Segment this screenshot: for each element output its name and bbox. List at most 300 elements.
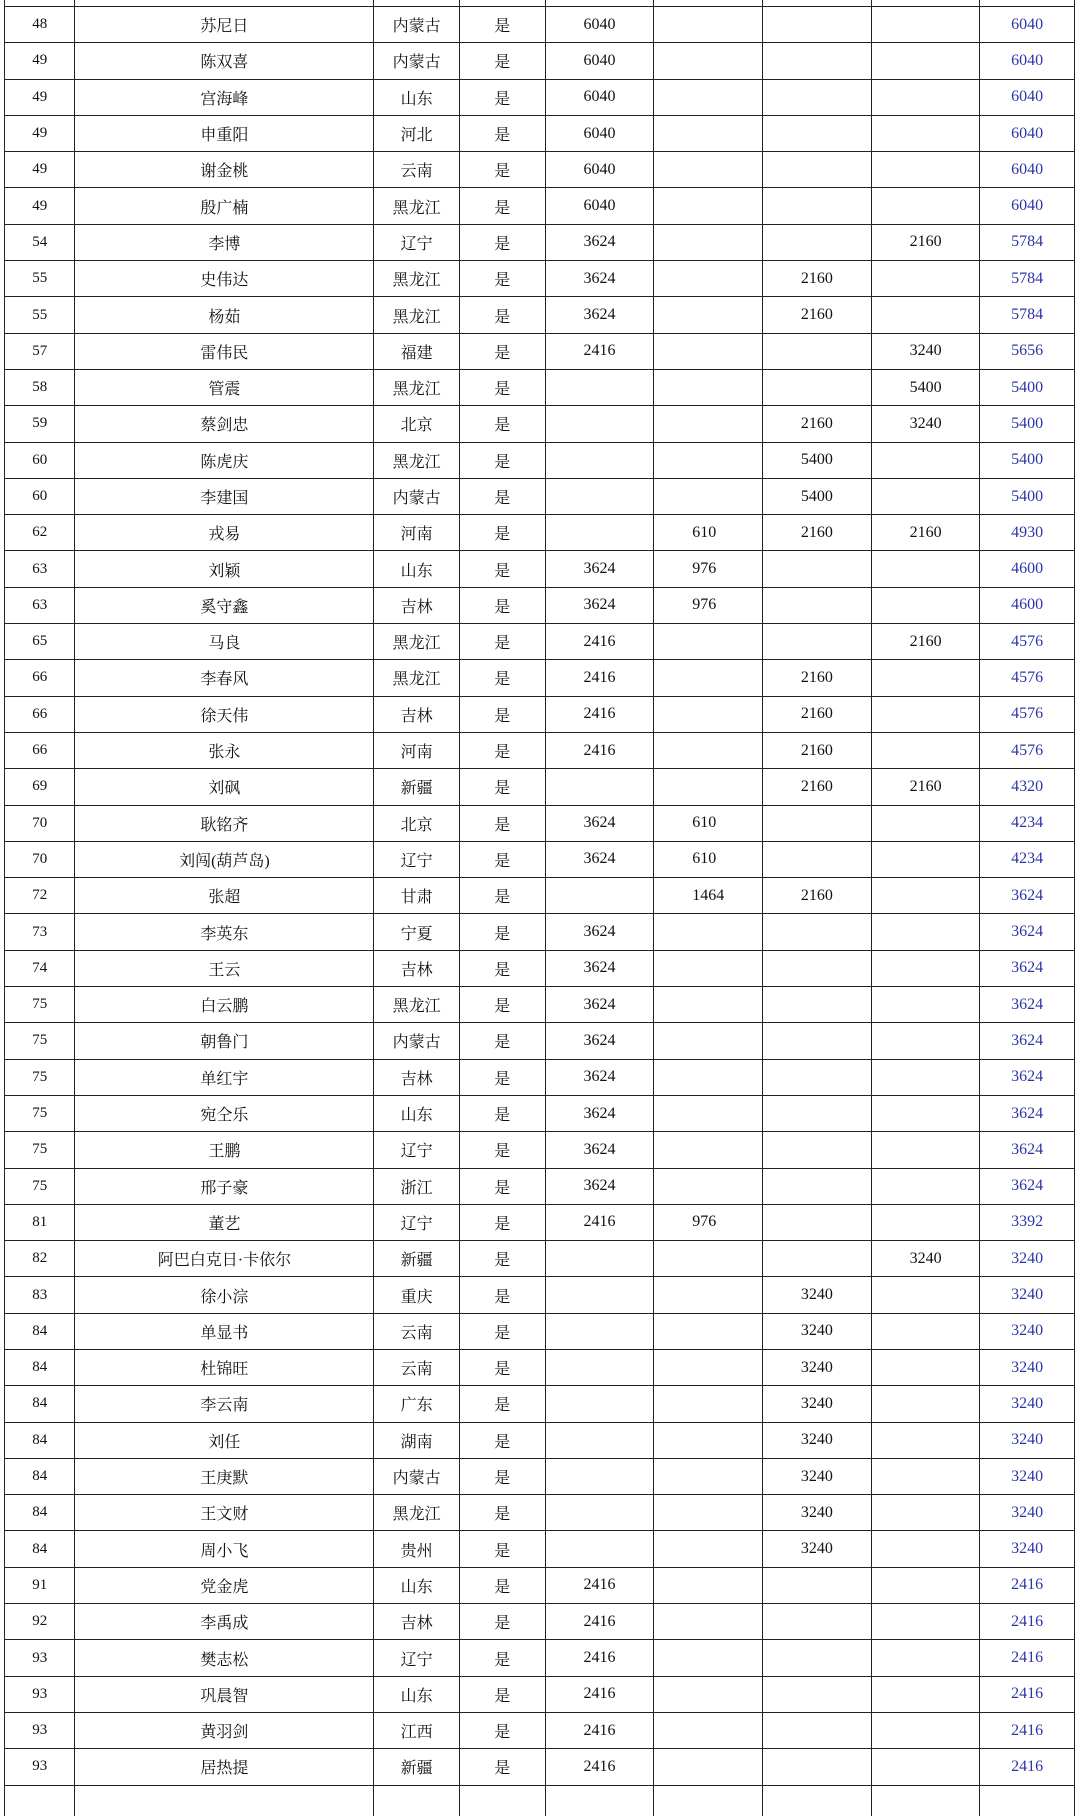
score-1-cell	[545, 406, 654, 442]
name-cell: 党金虎	[75, 1567, 374, 1603]
province-cell: 吉林	[374, 1604, 460, 1640]
score-4-cell	[871, 1640, 980, 1676]
score-1-cell: 2416	[545, 696, 654, 732]
province-cell: 云南	[374, 1349, 460, 1385]
score-3-cell	[762, 1241, 871, 1277]
score-1-cell: 3624	[545, 1095, 654, 1131]
table-row	[5, 297, 1075, 333]
flag-cell: 是	[459, 551, 545, 587]
table-row	[5, 152, 1075, 188]
total-cell: 6040	[980, 188, 1075, 224]
score-1-cell: 6040	[545, 79, 654, 115]
score-1-cell: 3624	[545, 987, 654, 1023]
rank-cell: 70	[5, 841, 75, 877]
score-1-cell	[545, 1241, 654, 1277]
name-cell: 殷广楠	[75, 188, 374, 224]
rank-cell: 69	[5, 769, 75, 805]
province-cell: 新疆	[374, 1241, 460, 1277]
score-4-cell	[871, 297, 980, 333]
flag-cell: 是	[459, 841, 545, 877]
name-cell: 陈虎庆	[75, 442, 374, 478]
province-cell: 广东	[374, 1386, 460, 1422]
province-cell: 辽宁	[374, 1132, 460, 1168]
total-cell: 3624	[980, 1168, 1075, 1204]
rank-cell: 75	[5, 1023, 75, 1059]
table-row	[5, 1132, 1075, 1168]
score-4-cell	[871, 1023, 980, 1059]
score-1-cell: 3624	[545, 1168, 654, 1204]
score-1-cell: 6040	[545, 152, 654, 188]
province-cell: 北京	[374, 406, 460, 442]
total-cell: 2416	[980, 1640, 1075, 1676]
score-3-cell: 2160	[762, 696, 871, 732]
score-1-cell: 2416	[545, 1640, 654, 1676]
rank-cell: 74	[5, 950, 75, 986]
flag-cell: 是	[459, 1059, 545, 1095]
score-2-cell	[654, 115, 763, 151]
score-2-cell	[654, 1640, 763, 1676]
province-cell: 湖南	[374, 1422, 460, 1458]
score-1-cell: 3624	[545, 1059, 654, 1095]
rank-cell: 81	[5, 1204, 75, 1240]
rank-cell: 75	[5, 1132, 75, 1168]
name-cell: 李禹成	[75, 1604, 374, 1640]
total-cell: 4930	[980, 515, 1075, 551]
name-cell: 王鹏	[75, 1132, 374, 1168]
province-cell: 内蒙古	[374, 43, 460, 79]
province-cell: 黑龙江	[374, 987, 460, 1023]
rank-cell: 59	[5, 406, 75, 442]
score-2-cell	[654, 1277, 763, 1313]
score-2-cell	[654, 1241, 763, 1277]
table-row	[5, 79, 1075, 115]
province-cell: 内蒙古	[374, 7, 460, 43]
flag-cell: 是	[459, 1204, 545, 1240]
flag-cell: 是	[459, 1386, 545, 1422]
score-4-cell	[871, 1132, 980, 1168]
score-4-cell	[871, 1349, 980, 1385]
total-cell: 4600	[980, 587, 1075, 623]
flag-cell: 是	[459, 43, 545, 79]
name-cell: 王文财	[75, 1495, 374, 1531]
total-cell: 4576	[980, 624, 1075, 660]
province-cell: 河南	[374, 515, 460, 551]
score-1-cell: 2416	[545, 1204, 654, 1240]
score-1-cell: 3624	[545, 805, 654, 841]
province-cell: 内蒙古	[374, 1458, 460, 1494]
name-cell: 谢金桃	[75, 152, 374, 188]
province-cell: 吉林	[374, 696, 460, 732]
table-row	[5, 1095, 1075, 1131]
score-3-cell: 3240	[762, 1422, 871, 1458]
score-1-cell	[545, 1313, 654, 1349]
rank-cell: 54	[5, 224, 75, 260]
score-1-cell: 3624	[545, 587, 654, 623]
score-3-cell	[762, 115, 871, 151]
total-cell: 3240	[980, 1313, 1075, 1349]
rank-cell: 75	[5, 1095, 75, 1131]
score-2-cell	[654, 1531, 763, 1567]
score-2-cell	[654, 43, 763, 79]
score-4-cell	[871, 551, 980, 587]
name-cell: 徐小淙	[75, 1277, 374, 1313]
score-3-cell	[762, 950, 871, 986]
score-1-cell	[545, 769, 654, 805]
score-3-cell	[762, 43, 871, 79]
score-2-cell	[654, 333, 763, 369]
flag-cell: 是	[459, 732, 545, 768]
score-4-cell	[871, 115, 980, 151]
table-row	[5, 696, 1075, 732]
flag-cell: 是	[459, 369, 545, 405]
score-4-cell	[871, 7, 980, 43]
score-2-cell	[654, 660, 763, 696]
province-cell: 吉林	[374, 1059, 460, 1095]
flag-cell: 是	[459, 1132, 545, 1168]
score-3-cell: 2160	[762, 406, 871, 442]
flag-cell: 是	[459, 624, 545, 660]
score-3-cell: 3240	[762, 1495, 871, 1531]
rank-cell: 60	[5, 442, 75, 478]
total-cell: 5400	[980, 478, 1075, 514]
score-2-cell: 610	[654, 805, 763, 841]
table-row	[5, 1640, 1075, 1676]
flag-cell: 是	[459, 1749, 545, 1785]
flag-cell: 是	[459, 1567, 545, 1603]
rank-cell: 84	[5, 1458, 75, 1494]
province-cell: 黑龙江	[374, 624, 460, 660]
score-2-cell	[654, 624, 763, 660]
score-1-cell: 2416	[545, 1712, 654, 1748]
rank-cell: 93	[5, 1676, 75, 1712]
score-4-cell	[871, 1095, 980, 1131]
score-2-cell	[654, 1567, 763, 1603]
flag-cell: 是	[459, 188, 545, 224]
score-1-cell: 3624	[545, 297, 654, 333]
score-4-cell	[871, 878, 980, 914]
province-cell: 新疆	[374, 1749, 460, 1785]
score-3-cell	[762, 914, 871, 950]
table-row	[5, 406, 1075, 442]
name-cell: 刘颖	[75, 551, 374, 587]
total-cell: 3624	[980, 878, 1075, 914]
province-cell: 河南	[374, 732, 460, 768]
name-cell: 黄羽剑	[75, 1712, 374, 1748]
score-2-cell	[654, 987, 763, 1023]
province-cell: 黑龙江	[374, 1495, 460, 1531]
score-4-cell	[871, 1604, 980, 1640]
table-row	[5, 1495, 1075, 1531]
rank-cell: 83	[5, 1277, 75, 1313]
province-cell: 宁夏	[374, 914, 460, 950]
flag-cell: 是	[459, 1531, 545, 1567]
score-2-cell	[654, 1422, 763, 1458]
total-cell: 5784	[980, 261, 1075, 297]
rank-cell: 84	[5, 1386, 75, 1422]
name-cell: 李云南	[75, 1386, 374, 1422]
table-row	[5, 188, 1075, 224]
score-3-cell: 2160	[762, 660, 871, 696]
rank-cell: 63	[5, 587, 75, 623]
flag-cell: 是	[459, 805, 545, 841]
province-cell: 山东	[374, 551, 460, 587]
score-3-cell: 5400	[762, 442, 871, 478]
province-cell: 内蒙古	[374, 478, 460, 514]
table-row	[5, 732, 1075, 768]
name-cell: 宛仝乐	[75, 1095, 374, 1131]
table-row	[5, 1604, 1075, 1640]
flag-cell: 是	[459, 914, 545, 950]
rank-cell: 72	[5, 878, 75, 914]
score-3-cell: 3240	[762, 1277, 871, 1313]
name-cell: 史伟达	[75, 261, 374, 297]
total-cell: 5400	[980, 406, 1075, 442]
score-2-cell	[654, 1712, 763, 1748]
score-1-cell	[545, 1349, 654, 1385]
score-3-cell	[762, 369, 871, 405]
total-cell: 3240	[980, 1277, 1075, 1313]
flag-cell: 是	[459, 878, 545, 914]
rank-cell: 49	[5, 43, 75, 79]
score-3-cell: 2160	[762, 297, 871, 333]
total-cell: 6040	[980, 7, 1075, 43]
score-1-cell: 3624	[545, 1132, 654, 1168]
score-1-cell: 3624	[545, 950, 654, 986]
score-1-cell: 2416	[545, 1749, 654, 1785]
name-cell: 邢子豪	[75, 1168, 374, 1204]
score-1-cell: 3624	[545, 551, 654, 587]
rank-cell: 49	[5, 188, 75, 224]
province-cell: 辽宁	[374, 224, 460, 260]
table-row	[5, 1422, 1075, 1458]
score-3-cell: 3240	[762, 1386, 871, 1422]
score-3-cell: 3240	[762, 1531, 871, 1567]
total-cell: 4600	[980, 551, 1075, 587]
score-2-cell: 1464	[654, 878, 763, 914]
score-3-cell: 2160	[762, 261, 871, 297]
total-cell: 2416	[980, 1749, 1075, 1785]
flag-cell: 是	[459, 333, 545, 369]
score-4-cell	[871, 1313, 980, 1349]
score-4-cell	[871, 152, 980, 188]
province-cell: 辽宁	[374, 1640, 460, 1676]
score-2-cell	[654, 7, 763, 43]
total-cell: 3624	[980, 1059, 1075, 1095]
name-cell: 杨茹	[75, 297, 374, 333]
score-2-cell	[654, 1604, 763, 1640]
flag-cell: 是	[459, 1422, 545, 1458]
total-cell: 4234	[980, 841, 1075, 877]
flag-cell: 是	[459, 1313, 545, 1349]
score-2-cell	[654, 478, 763, 514]
score-4-cell	[871, 1277, 980, 1313]
score-1-cell: 2416	[545, 1604, 654, 1640]
table-row	[5, 1531, 1075, 1567]
score-4-cell	[871, 950, 980, 986]
score-2-cell	[654, 261, 763, 297]
province-cell: 新疆	[374, 769, 460, 805]
score-3-cell: 2160	[762, 515, 871, 551]
rank-cell: 93	[5, 1749, 75, 1785]
score-1-cell: 2416	[545, 333, 654, 369]
score-2-cell: 610	[654, 515, 763, 551]
total-cell: 3240	[980, 1531, 1075, 1567]
flag-cell: 是	[459, 587, 545, 623]
rank-cell: 49	[5, 115, 75, 151]
score-1-cell: 3624	[545, 224, 654, 260]
total-cell: 3240	[980, 1458, 1075, 1494]
rank-cell: 55	[5, 297, 75, 333]
total-cell: 3240	[980, 1495, 1075, 1531]
table-row	[5, 914, 1075, 950]
score-3-cell	[762, 841, 871, 877]
flag-cell: 是	[459, 261, 545, 297]
name-cell: 申重阳	[75, 115, 374, 151]
score-3-cell: 5400	[762, 478, 871, 514]
score-4-cell	[871, 660, 980, 696]
score-4-cell: 2160	[871, 515, 980, 551]
table-row	[5, 333, 1075, 369]
score-2-cell	[654, 1386, 763, 1422]
score-2-cell	[654, 914, 763, 950]
rank-cell: 84	[5, 1349, 75, 1385]
score-2-cell	[654, 950, 763, 986]
table-row	[5, 442, 1075, 478]
name-cell: 张超	[75, 878, 374, 914]
province-cell: 甘肃	[374, 878, 460, 914]
name-cell: 白云鹏	[75, 987, 374, 1023]
table-row	[5, 115, 1075, 151]
name-cell: 戎易	[75, 515, 374, 551]
score-4-cell: 5400	[871, 369, 980, 405]
score-2-cell	[654, 1749, 763, 1785]
province-cell: 吉林	[374, 950, 460, 986]
rank-cell: 57	[5, 333, 75, 369]
score-1-cell	[545, 1386, 654, 1422]
flag-cell: 是	[459, 1277, 545, 1313]
rank-cell: 75	[5, 1168, 75, 1204]
province-cell: 贵州	[374, 1531, 460, 1567]
name-cell: 马良	[75, 624, 374, 660]
score-1-cell	[545, 1531, 654, 1567]
score-4-cell	[871, 732, 980, 768]
score-4-cell	[871, 805, 980, 841]
table-row	[5, 1386, 1075, 1422]
flag-cell: 是	[459, 1095, 545, 1131]
name-cell: 阿巴白克日·卡依尔	[75, 1241, 374, 1277]
score-4-cell	[871, 1676, 980, 1712]
rank-cell: 63	[5, 551, 75, 587]
score-1-cell: 2416	[545, 660, 654, 696]
score-1-cell	[545, 1495, 654, 1531]
name-cell: 单红宇	[75, 1059, 374, 1095]
ranking-table	[4, 0, 1075, 1816]
table-row	[5, 1277, 1075, 1313]
rank-cell: 84	[5, 1313, 75, 1349]
score-4-cell	[871, 587, 980, 623]
score-3-cell	[762, 987, 871, 1023]
rank-cell: 66	[5, 696, 75, 732]
score-4-cell: 3240	[871, 333, 980, 369]
table-row	[5, 987, 1075, 1023]
province-cell: 内蒙古	[374, 1023, 460, 1059]
province-cell: 浙江	[374, 1168, 460, 1204]
province-cell: 黑龙江	[374, 442, 460, 478]
name-cell: 耿铭齐	[75, 805, 374, 841]
flag-cell: 是	[459, 987, 545, 1023]
total-cell: 4576	[980, 696, 1075, 732]
score-3-cell: 2160	[762, 878, 871, 914]
score-1-cell	[545, 1422, 654, 1458]
score-2-cell	[654, 1676, 763, 1712]
score-2-cell: 976	[654, 551, 763, 587]
score-4-cell	[871, 1204, 980, 1240]
score-3-cell	[762, 1604, 871, 1640]
score-1-cell	[545, 515, 654, 551]
ranking-table-body	[5, 0, 1075, 1816]
flag-cell: 是	[459, 7, 545, 43]
score-2-cell	[654, 442, 763, 478]
rank-cell: 84	[5, 1422, 75, 1458]
rank-cell: 93	[5, 1640, 75, 1676]
score-3-cell	[762, 79, 871, 115]
table-row	[5, 1458, 1075, 1494]
name-cell: 朝鲁门	[75, 1023, 374, 1059]
flag-cell: 是	[459, 1241, 545, 1277]
flag-cell: 是	[459, 478, 545, 514]
score-3-cell	[762, 152, 871, 188]
total-cell: 2416	[980, 1676, 1075, 1712]
score-2-cell	[654, 297, 763, 333]
name-cell: 王庚默	[75, 1458, 374, 1494]
name-cell: 管震	[75, 369, 374, 405]
name-cell: 巩晨智	[75, 1676, 374, 1712]
score-2-cell	[654, 696, 763, 732]
province-cell: 山东	[374, 1676, 460, 1712]
flag-cell: 是	[459, 950, 545, 986]
table-row	[5, 1749, 1075, 1785]
rank-cell: 92	[5, 1604, 75, 1640]
score-4-cell	[871, 1458, 980, 1494]
score-4-cell	[871, 442, 980, 478]
total-cell: 3624	[980, 1023, 1075, 1059]
rank-cell: 62	[5, 515, 75, 551]
flag-cell: 是	[459, 442, 545, 478]
rank-cell: 84	[5, 1495, 75, 1531]
total-cell: 5400	[980, 442, 1075, 478]
score-3-cell	[762, 7, 871, 43]
score-2-cell	[654, 1349, 763, 1385]
table-row	[5, 369, 1075, 405]
score-1-cell	[545, 1277, 654, 1313]
name-cell: 张永	[75, 732, 374, 768]
table-row	[5, 551, 1075, 587]
score-3-cell	[762, 624, 871, 660]
name-cell: 刘闯(葫芦岛)	[75, 841, 374, 877]
score-2-cell	[654, 732, 763, 768]
name-cell: 李英东	[75, 914, 374, 950]
flag-cell: 是	[459, 515, 545, 551]
table-row	[5, 1676, 1075, 1712]
total-cell: 2416	[980, 1604, 1075, 1640]
score-4-cell	[871, 1531, 980, 1567]
score-4-cell	[871, 696, 980, 732]
province-cell: 江西	[374, 1712, 460, 1748]
score-1-cell: 3624	[545, 841, 654, 877]
flag-cell: 是	[459, 297, 545, 333]
score-4-cell	[871, 478, 980, 514]
score-3-cell	[762, 188, 871, 224]
